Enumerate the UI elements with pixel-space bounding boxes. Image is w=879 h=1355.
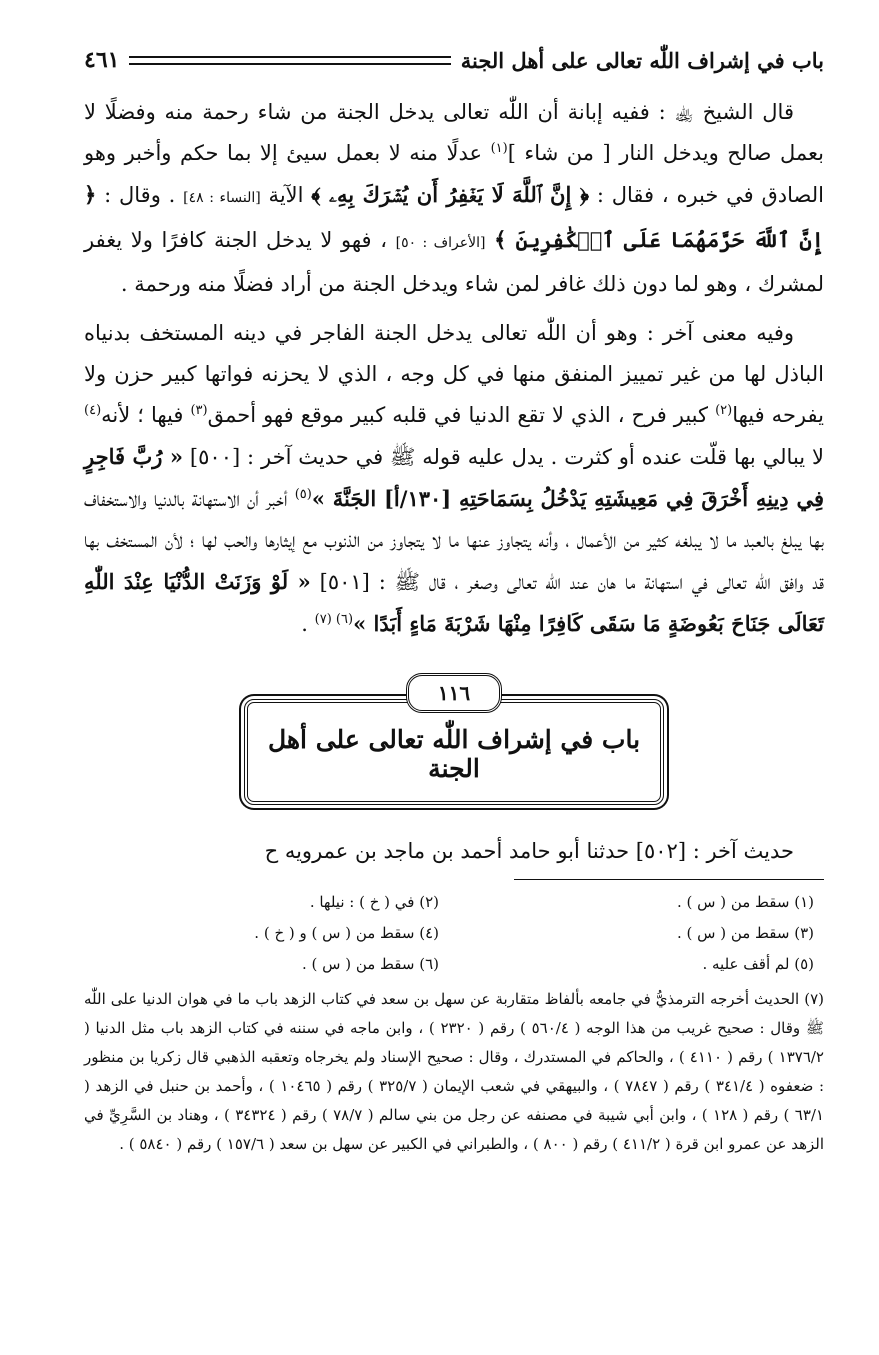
paragraph-1	[84, 92, 824, 305]
short-footnotes	[84, 890, 824, 977]
p1-text-f: ، فهو لا يدخل الجنة كافرًا ولا يغفر لمشرك ، وهو لما دون ذلك غافر لمن شاء ويدخل الجنة من أراد فضلًا منه ورحمة .	[84, 228, 824, 296]
footnote-markers-6-7: (٦) (٧)	[314, 612, 354, 627]
chapter-opening-line: حديث آخر : [٥٠٢] حدثنا أبو حامد أحمد بن ماجد بن عمرويه ح	[264, 839, 794, 863]
footnote-marker-5: (٥)	[294, 487, 312, 502]
chapter-number: ١١٦	[406, 673, 502, 713]
p2-text-c: فيها ؛ لأنه	[101, 403, 191, 427]
footnote-5: (٥) لم أقف عليه .	[702, 955, 814, 973]
p2-text-d: لا يبالي بها قلّت عنده أو كثرت . يدل عليه قوله ﷺ في حديث آخر : [٥٠٠]	[183, 445, 824, 469]
footnote-marker-2: (٢)	[715, 403, 733, 418]
p2-text-b: كبير فرح ، الذي لا تقع الدنيا في قلبه كبير موقع فهو أحمق	[207, 403, 716, 427]
footnote-1: (١) سقط من ( س ) .	[676, 893, 814, 911]
main-text	[84, 92, 824, 645]
p1-text-c: الآية	[260, 183, 312, 207]
footnote-marker-1: (١)	[490, 141, 508, 156]
header-double-rule	[129, 56, 450, 65]
footnote-4: (٤) سقط من ( س ) و ( خ ) .	[254, 924, 439, 942]
footnote-6: (٦) سقط من ( س ) .	[301, 955, 439, 973]
footnote-marker-4: (٤)	[84, 403, 102, 418]
p2-text-e: أخبر أن الاستهانة بالدنيا والاستخفاف بها يبلغ بالعبد ما لا يبلغه كثير من الأعمال ، وأنه يتجاوز عنها ما لا يتجاوز من الذنوب مع إيثارها والحب لها ؛ لأن المستخف بها قد وافق اللّٰه تعالى في استهانة ما هان عند اللّٰه تعالى وصغر ، قال ﷺ : [٥٠١]	[84, 487, 824, 594]
verse-reference-1: [النساء : ٤٨]	[183, 190, 261, 206]
hadith-text-1: « رُبَّ فَاجِرٍ فِي دِينِهِ أَخْرَقَ فِي مَعِيشَتِهِ يَدْخُلُ بِسَمَاحَتِهِ [١٣٠/أ] الجَنَّةَ »	[84, 444, 824, 511]
quran-verse-2: ﴿ إِنَّ ٱللَّهَ حَرَّمَهُمَا عَلَى ٱلۡكَٰفِرِينَ ﴾	[84, 182, 824, 252]
book-page	[84, 40, 824, 1159]
chapter-title: باب في إشراف اللّٰه تعالى على أهل الجنة	[244, 699, 664, 805]
footnote-3: (٣) سقط من ( س ) .	[676, 924, 814, 942]
p2-text-f: .	[301, 612, 315, 636]
paragraph-2	[84, 313, 824, 645]
footnote-separator	[514, 879, 824, 880]
running-header	[84, 40, 824, 80]
running-header-title: باب في إشراف اللّٰه تعالى على أهل الجنة	[460, 47, 824, 73]
footnote-7: (٧) الحديث أخرجه الترمذيُّ في جامعه بألفاظ متقاربة عن سهل بن سعد في كتاب الزهد باب ما في هوان الدنيا على اللّٰه ﷺ وقال : صحيح غريب من هذا الوجه ( ٥٦٠/٤ ) رقم ( ٢٣٢٠ ) ، وابن ماجه في سننه في كتاب الزهد باب مثل الدنيا ( ١٣٧٦/٢ ) رقم ( ٤١١٠ ) ، والحاكم في المستدرك ، وقال : صحيح الإسناد ولم يخرجاه وتعقبه الذهبي قال زكريا بن منظور : ضعفوه ( ٣٤١/٤ ) رقم ( ٧٨٤٧ ) ، والبيهقي في شعب الإيمان ( ٣٢٥/٧ ) رقم ( ١٠٤٦٥ ) ، وأحمد بن حنبل في الزهد ( ٦٣/١ ) رقم ( ١٢٨ ) ، وابن أبي شيبة في مصنفه عن رجل من بني سالم ( ٧٨/٧ ) رقم ( ٣٤٣٢٤ ) ، وهناد بن السَّرِيِّ في الزهد عن عمرو ابن قرة ( ٤١١/٢ ) رقم ( ٨٠٠ ) ، والطبراني في الكبير عن سهل بن سعد ( ١٥٧/٦ ) رقم ( ٥٨٤٠ ) .	[84, 990, 825, 1153]
p2-text-a: وفيه معنى آخر : وهو أن اللّٰه تعالى يدخل الجنة الفاجر في دينه المستخف بدنياه الباذل لها من غير تمييز المنفق منها في كل وجه ، الذي لا يحزنه فواتها كبير حزن ولا يفرحه فيها	[84, 321, 824, 427]
p1-text-a: قال الشيخ ﵀ : ففيه إبانة أن اللّٰه تعالى يدخل الجنة من شاء رحمة منه وفضلًا لا بعمل صالح ويدخل النار [ من شاء ]	[84, 100, 824, 165]
footnote-2: (٢) في ( خ ) : نيلها .	[309, 893, 439, 911]
hadith-text-2: « لَوْ وَزَنَتْ الدُّنْيَا عِنْدَ اللّٰهِ تَعَالَى جَنَاحَ بَعُوضَةٍ مَا سَقَى كَافِرًا مِنْهَا شَرْبَةَ مَاءٍ أَبَدًا »	[84, 569, 824, 636]
quran-verse-1: ﴿ إِنَّ ٱللَّهَ لَا يَغۡفِرُ أَن يُشۡرَكَ بِهِۦ ﴾	[311, 182, 590, 207]
chapter-heading	[244, 673, 664, 805]
p1-text-e	[485, 228, 494, 252]
page-number: ٤٦١	[84, 47, 120, 73]
footnote-marker-3: (٣)	[190, 403, 208, 418]
p1-text-b: عدلًا منه لا بعمل سيئ إلا بما حكم وأخبر وهو الصادق في خبره ، فقال :	[84, 141, 825, 207]
footnotes	[84, 890, 824, 1159]
p1-text-d: . وقال :	[96, 183, 184, 207]
verse-reference-2: [الأعراف : ٥٠]	[395, 235, 486, 251]
